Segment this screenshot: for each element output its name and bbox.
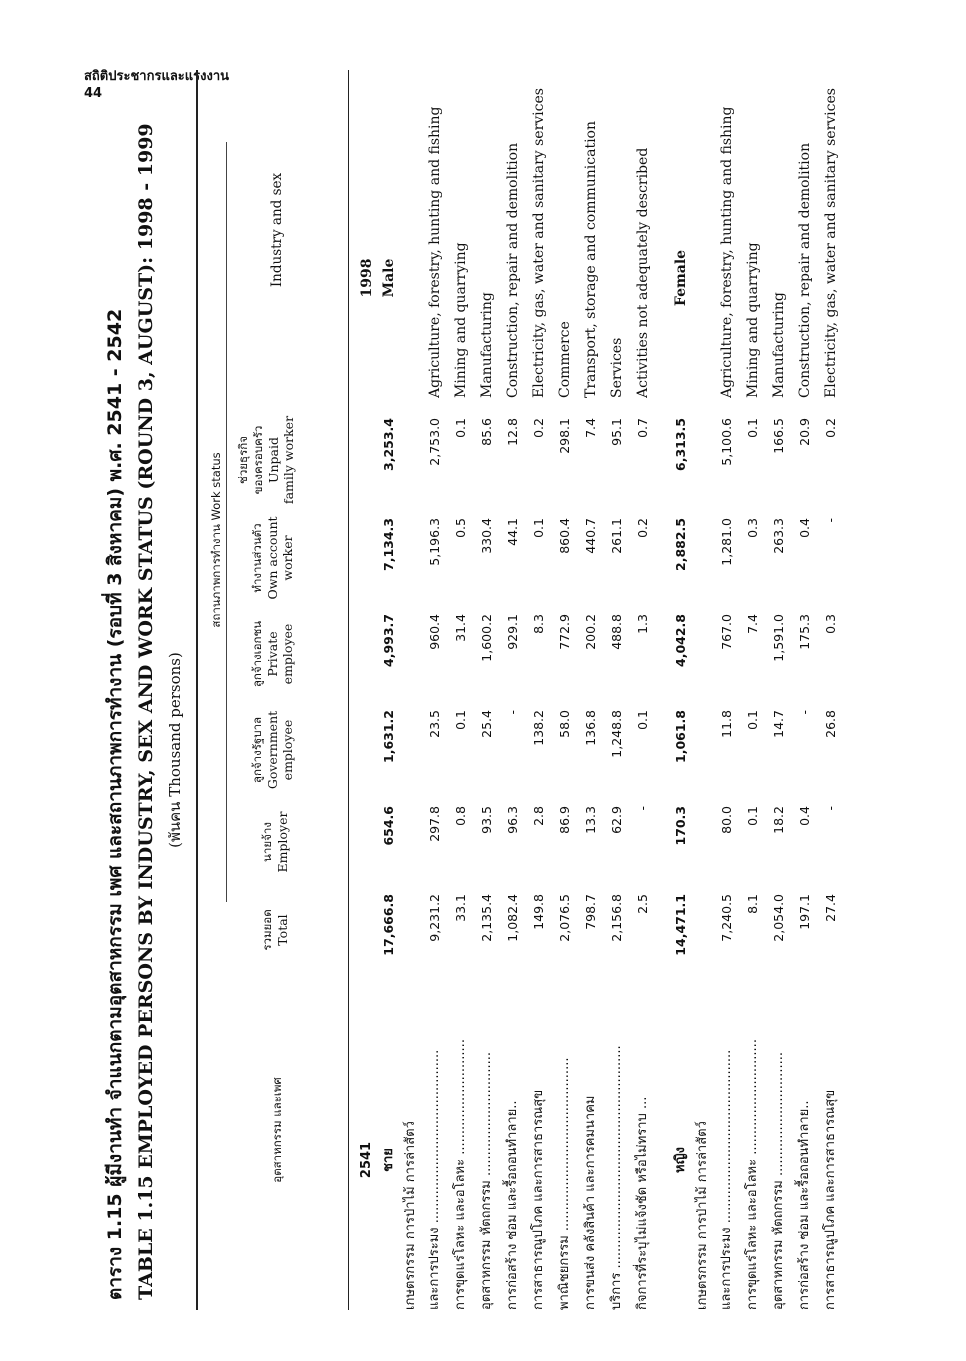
male-total-government: 1,631.2 <box>381 710 396 763</box>
book-title: สถิติประชากรและแรงงาน <box>84 69 230 84</box>
table-row: การขุดแร่โลหะ และอโลหะ ............................ 33.1 0.8 0.1 31.4 0.5 0.1 Mining and quarrying <box>453 242 469 1310</box>
table-body <box>356 70 844 1310</box>
table-row: การสาธารณูปโภค และการสาธารณสุข 27.4 - 26.8 0.3 - 0.2 Electricity, gas, water and sanitary services <box>823 88 839 1310</box>
table-row: อุตสาหกรรม หัตถกรรม .............................. 2,054.0 18.2 14.7 1,591.0 263.3 166.5 Manufacturing <box>771 292 787 1310</box>
male-label-eng: Male <box>381 258 397 298</box>
col-industry-eng: Industry and sex <box>269 172 285 288</box>
top-rule <box>196 70 198 1310</box>
female-total-own-account: 2,882.5 <box>673 518 688 571</box>
col-government: ลูกจ้างรัฐบาล Government employee <box>250 710 295 790</box>
table-titles <box>100 80 188 1300</box>
title-english: TABLE 1.15 EMPLOYED PERSONS BY INDUSTRY, SEX AND WORK STATUS (ROUND 3, AUGUST): 1998 - 1999 <box>135 123 157 1300</box>
rotated-table <box>100 70 860 1310</box>
col-private: ลูกจ้างเอกชน Private employee <box>250 620 295 688</box>
work-status-rule <box>226 142 227 902</box>
col-total: รวมยอด Total <box>260 909 290 951</box>
male-total-private: 4,993.7 <box>381 614 396 667</box>
col-unpaid: ช่วยธุรกิจ ของครอบครัว Unpaid family worker <box>236 415 296 505</box>
title-thai: ตาราง 1.15 ผู้มีงานทำ จำแนกตามอุตสาหกรรม เพศ และสถานภาพการทำงาน (รอบที่ 3 สิงหาคม) พ.ศ. 2541 - 2542 <box>104 308 126 1300</box>
female-label-eng: Female <box>673 249 689 307</box>
table-row: และการประมง .......................................... 7,240.5 80.0 11.8 767.0 1,281.0 5,100.6 Agriculture, forestry, hunting and fishing <box>719 106 735 1310</box>
male-total-own-account: 7,134.3 <box>381 518 396 571</box>
female-total-government: 1,061.8 <box>673 710 688 763</box>
table-row: พาณิชยกรรม .......................................... 2,076.5 86.9 58.0 772.9 860.4 298.1 Commerce <box>557 321 573 1310</box>
col-industry-thai: อุตสาหกรรม และเพศ <box>270 1077 284 1183</box>
male-total-employer: 654.6 <box>381 806 396 846</box>
table-row: การก่อสร้าง ซ่อม และรื้อถอนทำลาย.. 197.1 0.4 - 175.3 0.4 20.9 Construction, repair and demolition <box>797 142 813 1310</box>
table-row: การขนส่ง คลังสินค้า และการคมนาคม 798.7 13.3 136.8 200.2 440.7 7.4 Transport, storage and communication <box>583 120 599 1310</box>
work-status-label: สถานภาพการทำงาน Work status <box>209 452 223 628</box>
table-row: การก่อสร้าง ซ่อม และรื้อถอนทำลาย.. 1,082.4 96.3 - 929.1 44.1 12.8 Construction, repair and demolition <box>505 142 521 1310</box>
male-total-unpaid: 3,253.4 <box>381 418 396 471</box>
female-total-total: 14,471.1 <box>673 894 688 956</box>
unit-note: (พันคน Thousand persons) <box>166 652 184 848</box>
female-total-employer: 170.3 <box>673 806 688 846</box>
male-total-total: 17,666.8 <box>381 894 396 956</box>
col-own-account: ทำงานส่วนตัว Own account worker <box>250 516 295 600</box>
female-total-row <box>670 70 692 1310</box>
female-total-unpaid: 6,313.5 <box>673 418 688 471</box>
table-row: บริการ ...................................................... 2,156.8 62.9 1,248.8 488.8 261.1 95.1 Services <box>609 337 625 1310</box>
col-employer: นายจ้าง Employer <box>260 811 290 873</box>
table-row: อุตสาหกรรม หัตถกรรม .............................. 2,135.4 93.5 25.4 1,600.2 330.4 85.6 Manufacturing <box>479 292 495 1310</box>
table-row: กิจการที่ระบุไม่แจ้งชัด หรือไม่ทราบ ... 2.5 - 0.1 1.3 0.2 0.7 Activities not adequately described <box>635 147 651 1310</box>
male-label-thai: ชาย <box>381 1148 396 1172</box>
female-total-private: 4,042.8 <box>673 614 688 667</box>
table-row: และการประมง .......................................... 9,231.2 297.8 23.5 960.4 5,196.3 2,753.0 Agriculture, forestry, hunting and fishing <box>427 106 443 1310</box>
header-bottom-rule <box>348 70 349 1310</box>
year-eng: 1998 <box>359 258 375 298</box>
page-number: 44 <box>84 86 103 101</box>
table-row: การสาธารณูปโภค และการสาธารณสุข 149.8 2.8 138.2 8.3 0.1 0.2 Electricity, gas, water and sanitary services <box>531 88 547 1310</box>
year-thai: 2541 <box>359 1141 374 1179</box>
table-row: การขุดแร่โลหะ และอโลหะ ............................ 8.1 0.1 0.1 7.4 0.3 0.1 Mining and quarrying <box>745 242 761 1310</box>
male-total-row <box>378 70 400 1310</box>
table-row: เกษตรกรรม การป่าไม้ การล่าสัตว์ <box>695 1121 710 1310</box>
year-row <box>356 70 378 1310</box>
female-label-thai: หญิง <box>673 1147 688 1173</box>
table-row: เกษตรกรรม การป่าไม้ การล่าสัตว์ <box>403 1121 418 1310</box>
